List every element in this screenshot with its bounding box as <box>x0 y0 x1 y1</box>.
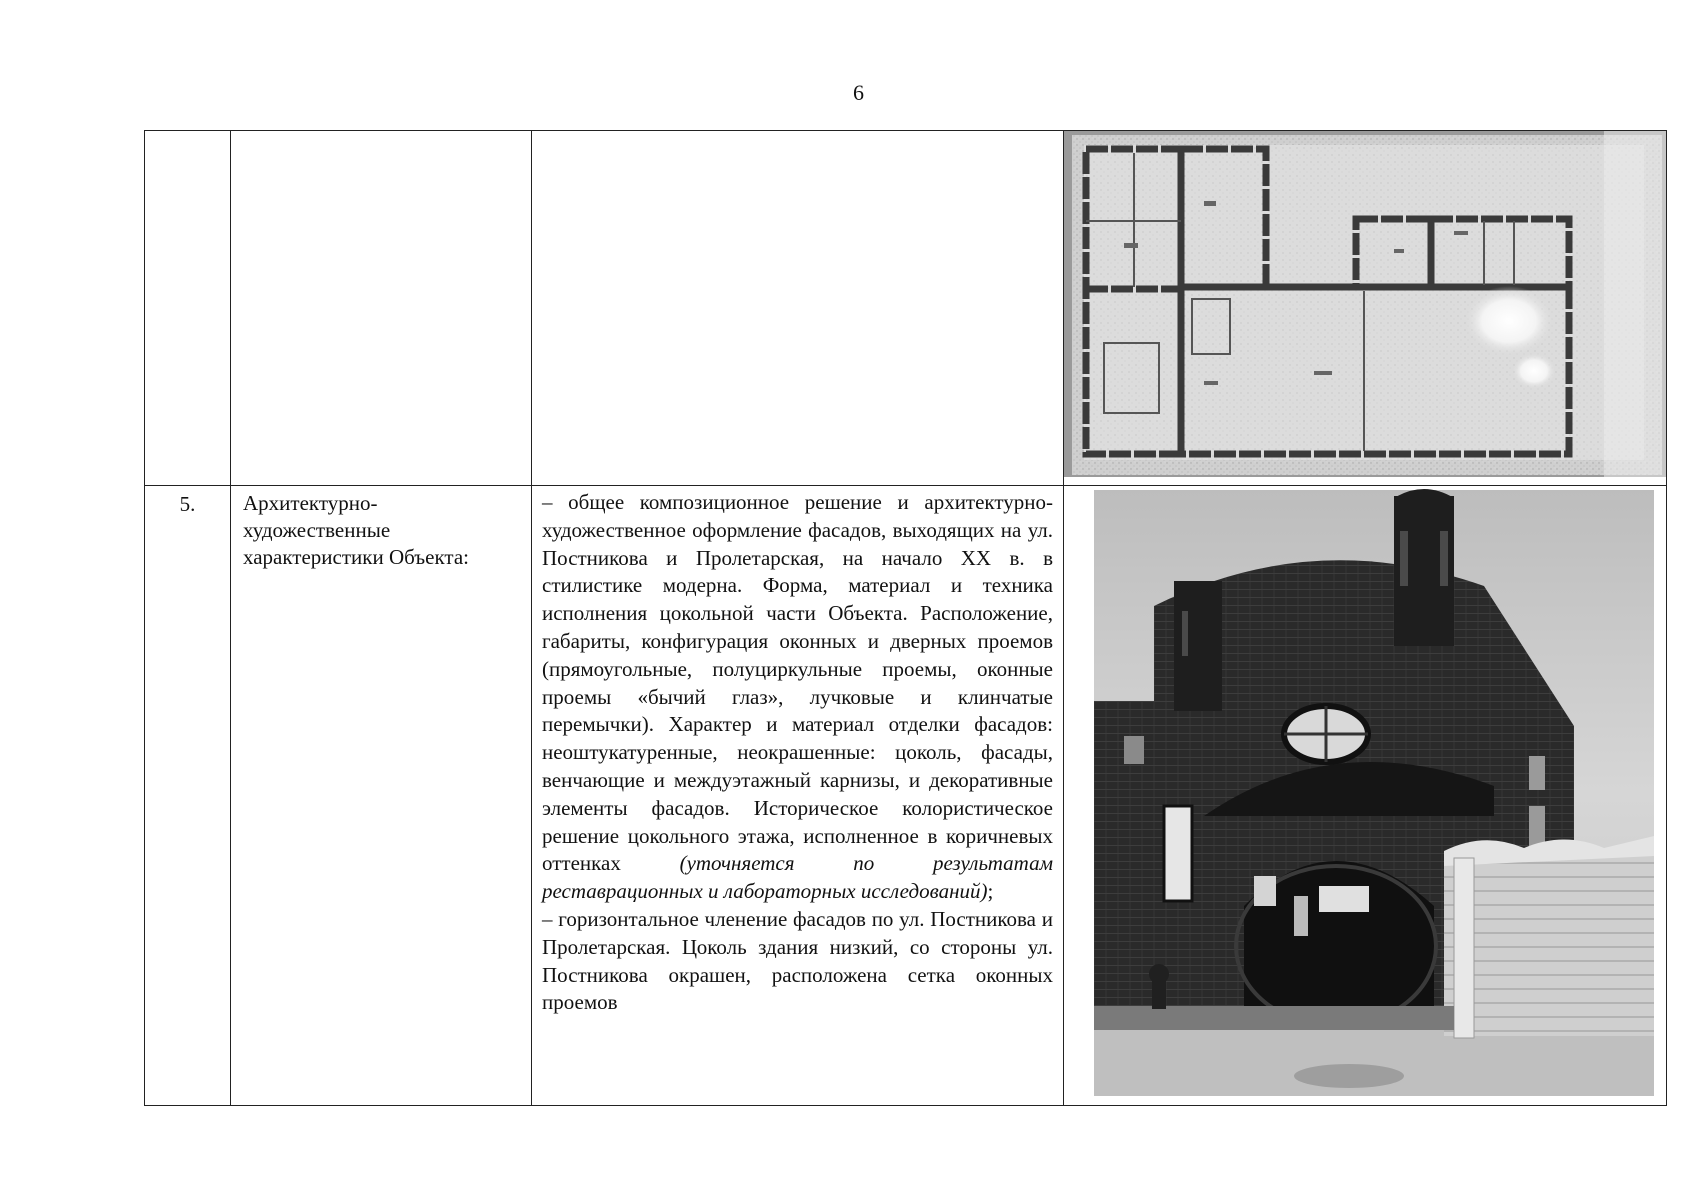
row-number-cell: 5. <box>145 486 231 1106</box>
floor-plan-image <box>1064 131 1667 486</box>
description-paragraph <box>542 489 1053 906</box>
building-photo <box>1064 486 1666 1097</box>
page-number: 6 <box>853 80 864 105</box>
row-name-cell <box>231 131 532 486</box>
floor-plan-drawing <box>1064 131 1666 477</box>
row-description-cell <box>532 131 1064 486</box>
row-name-cell: Архитектурно-художественные характеристики Объекта: <box>231 486 532 1106</box>
table-row <box>145 131 1667 486</box>
description-italic-note: (уточняется по результатам реставрационных и лабораторных исследований) <box>542 851 1053 904</box>
table-row <box>145 486 1667 1106</box>
building-facade-image <box>1064 486 1667 1106</box>
row-description-cell <box>532 486 1064 1106</box>
description-text: – общее композиционное решение и архитектурно-художественное оформление фасадов, выходящих на ул. Постникова и Пролетарская, на начало XX в. в стилистике модерна. Форма, материал и техника исполнения цокольной части Объекта. Расположение, габариты, конфигурация оконных и дверных проемов (прямоугольные, полуциркульные проемы, оконные проемы «бычий глаз», лучковые и клинчатые перемычки). Характер и материал отделки фасадов: неоштукатуренные, неокрашенные: цоколь, фасады, венчающие и междуэтажный карнизы, и декоративные элементы фасадов. Историческое колористическое решение цокольного этажа, исполненное в коричневых оттенках <box>542 490 1053 876</box>
row-number-cell <box>145 131 231 486</box>
description-paragraph: – горизонтальное членение фасадов по ул. Постникова и Пролетарская. Цоколь здания низкий, со стороны ул. Постникова окрашен, расположена сетка оконных проемов <box>542 906 1053 1015</box>
object-characteristics-table <box>144 130 1667 1106</box>
description-text-end: ; <box>987 879 994 904</box>
